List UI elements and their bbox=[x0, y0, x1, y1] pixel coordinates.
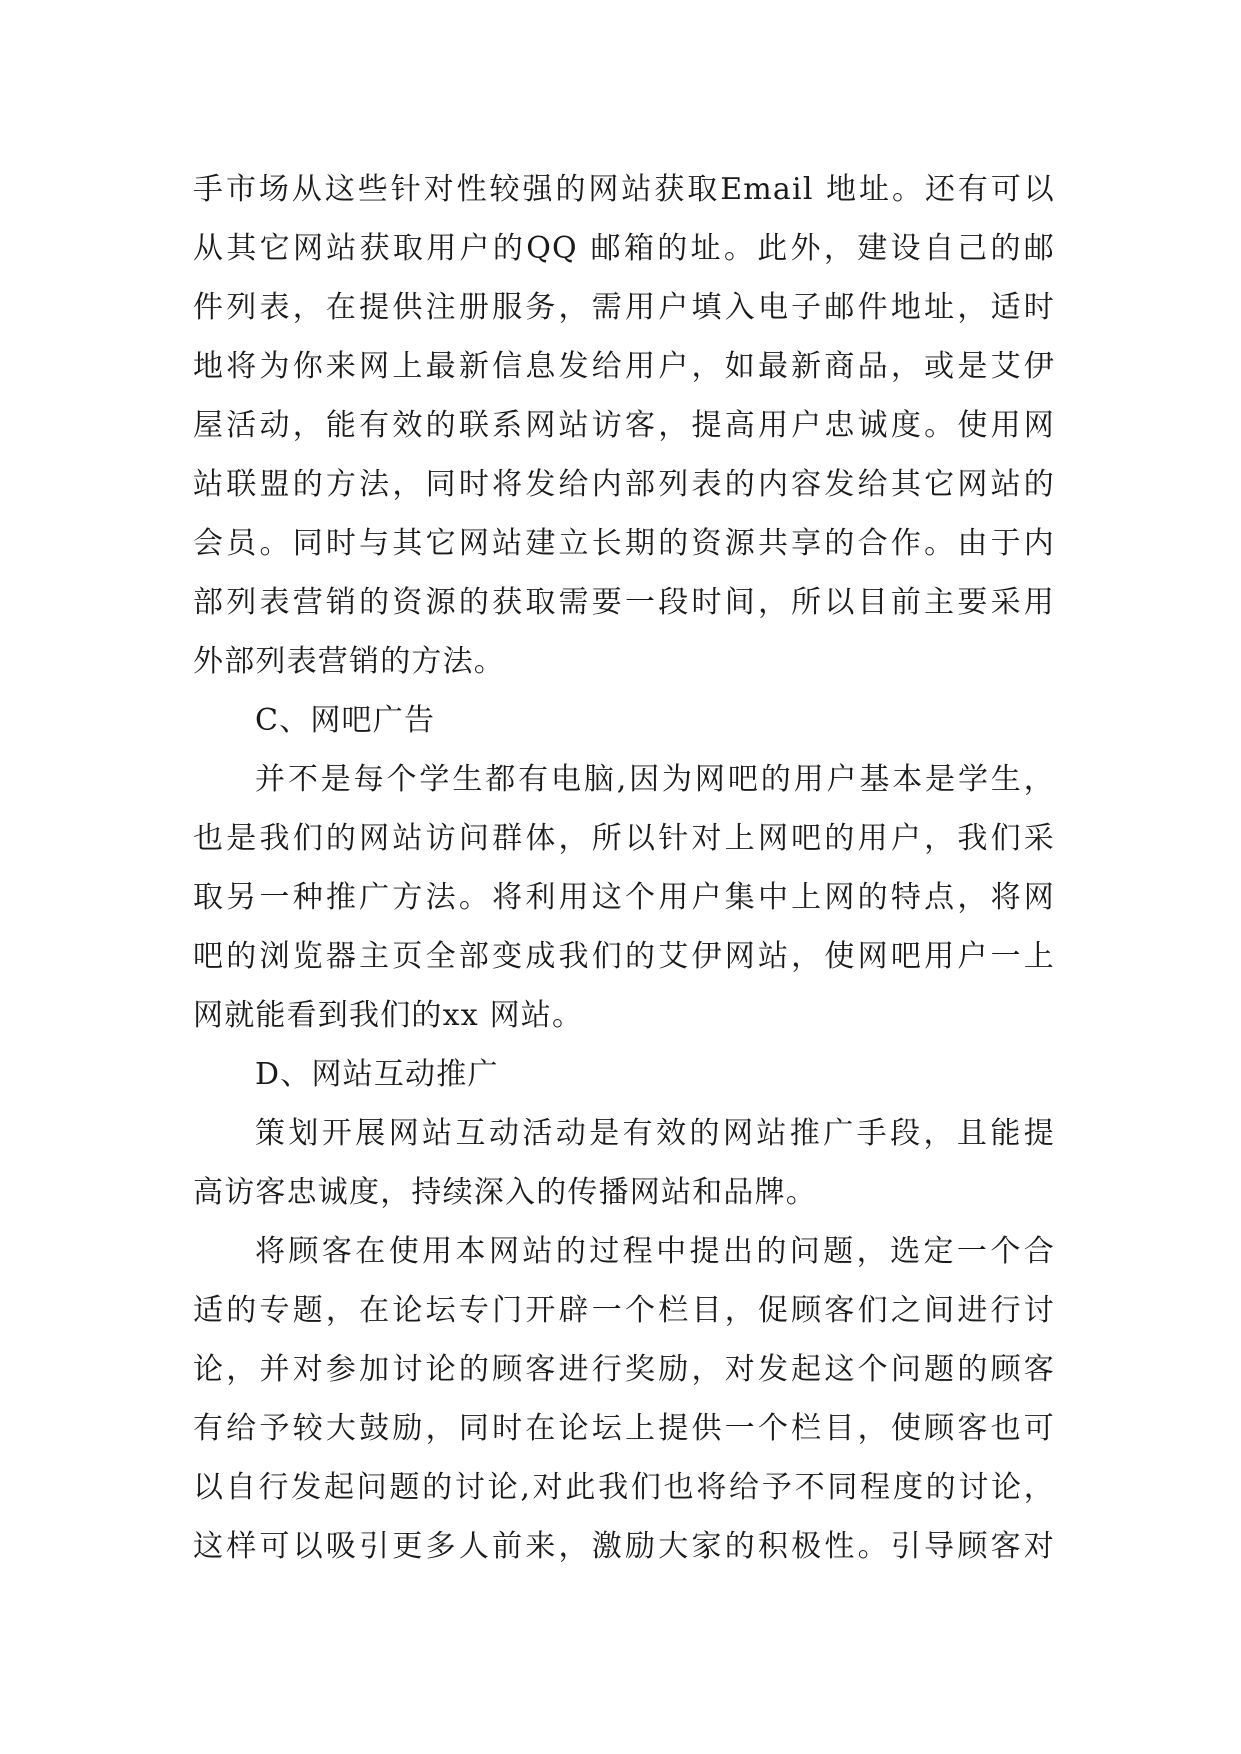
text-line: 屋活动，能有效的联系网站访客，提高用户忠诚度。使用网 bbox=[193, 408, 1055, 443]
text-line: 将顾客在使用本网站的过程中提出的问题，选定一个合 bbox=[255, 1234, 1055, 1269]
text-line: 这样可以吸引更多人前来，激励大家的积极性。引导顾客对 bbox=[193, 1529, 1055, 1564]
text-line: 网就能看到我们的xx 网站。 bbox=[193, 998, 584, 1033]
text-line: 高访客忠诚度，持续深入的传播网站和品牌。 bbox=[193, 1175, 817, 1210]
text-line: 站联盟的方法，同时将发给内部列表的内容发给其它网站的 bbox=[193, 467, 1055, 502]
text-line: 也是我们的网站访问群体，所以针对上网吧的用户，我们采 bbox=[193, 821, 1055, 856]
text-line: 地将为你来网上最新信息发给用户，如最新商品，或是艾伊 bbox=[193, 349, 1055, 384]
text-line: 适的专题，在论坛专门开辟一个栏目，促顾客们之间进行讨 bbox=[193, 1293, 1055, 1328]
text-line: 外部列表营销的方法。 bbox=[193, 644, 505, 679]
text-line: 并不是每个学生都有电脑,因为网吧的用户基本是学生， bbox=[255, 762, 1055, 797]
document-body bbox=[193, 160, 1055, 1576]
text-line: 手市场从这些针对性较强的网站获取Email 地址。还有可以 bbox=[193, 172, 1055, 207]
text-line: 以自行发起问题的讨论,对此我们也将给予不同程度的讨论， bbox=[193, 1470, 1055, 1505]
section-heading-d: D、网站互动推广 bbox=[255, 1057, 499, 1092]
section-heading-c: C、网吧广告 bbox=[255, 703, 436, 738]
text-line: 部列表营销的资源的获取需要一段时间，所以目前主要采用 bbox=[193, 585, 1055, 620]
text-line: 件列表，在提供注册服务，需用户填入电子邮件地址，适时 bbox=[193, 290, 1055, 325]
text-line: 吧的浏览器主页全部变成我们的艾伊网站，使网吧用户一上 bbox=[193, 939, 1055, 974]
text-line: 从其它网站获取用户的QQ 邮箱的址。此外，建设自己的邮 bbox=[193, 231, 1055, 266]
text-line: 有给予较大鼓励，同时在论坛上提供一个栏目，使顾客也可 bbox=[193, 1411, 1055, 1446]
text-line: 会员。同时与其它网站建立长期的资源共享的合作。由于内 bbox=[193, 526, 1055, 561]
text-line: 论，并对参加讨论的顾客进行奖励，对发起这个问题的顾客 bbox=[193, 1352, 1055, 1387]
text-line: 策划开展网站互动活动是有效的网站推广手段，且能提 bbox=[255, 1116, 1055, 1151]
text-line: 取另一种推广方法。将利用这个用户集中上网的特点，将网 bbox=[193, 880, 1055, 915]
